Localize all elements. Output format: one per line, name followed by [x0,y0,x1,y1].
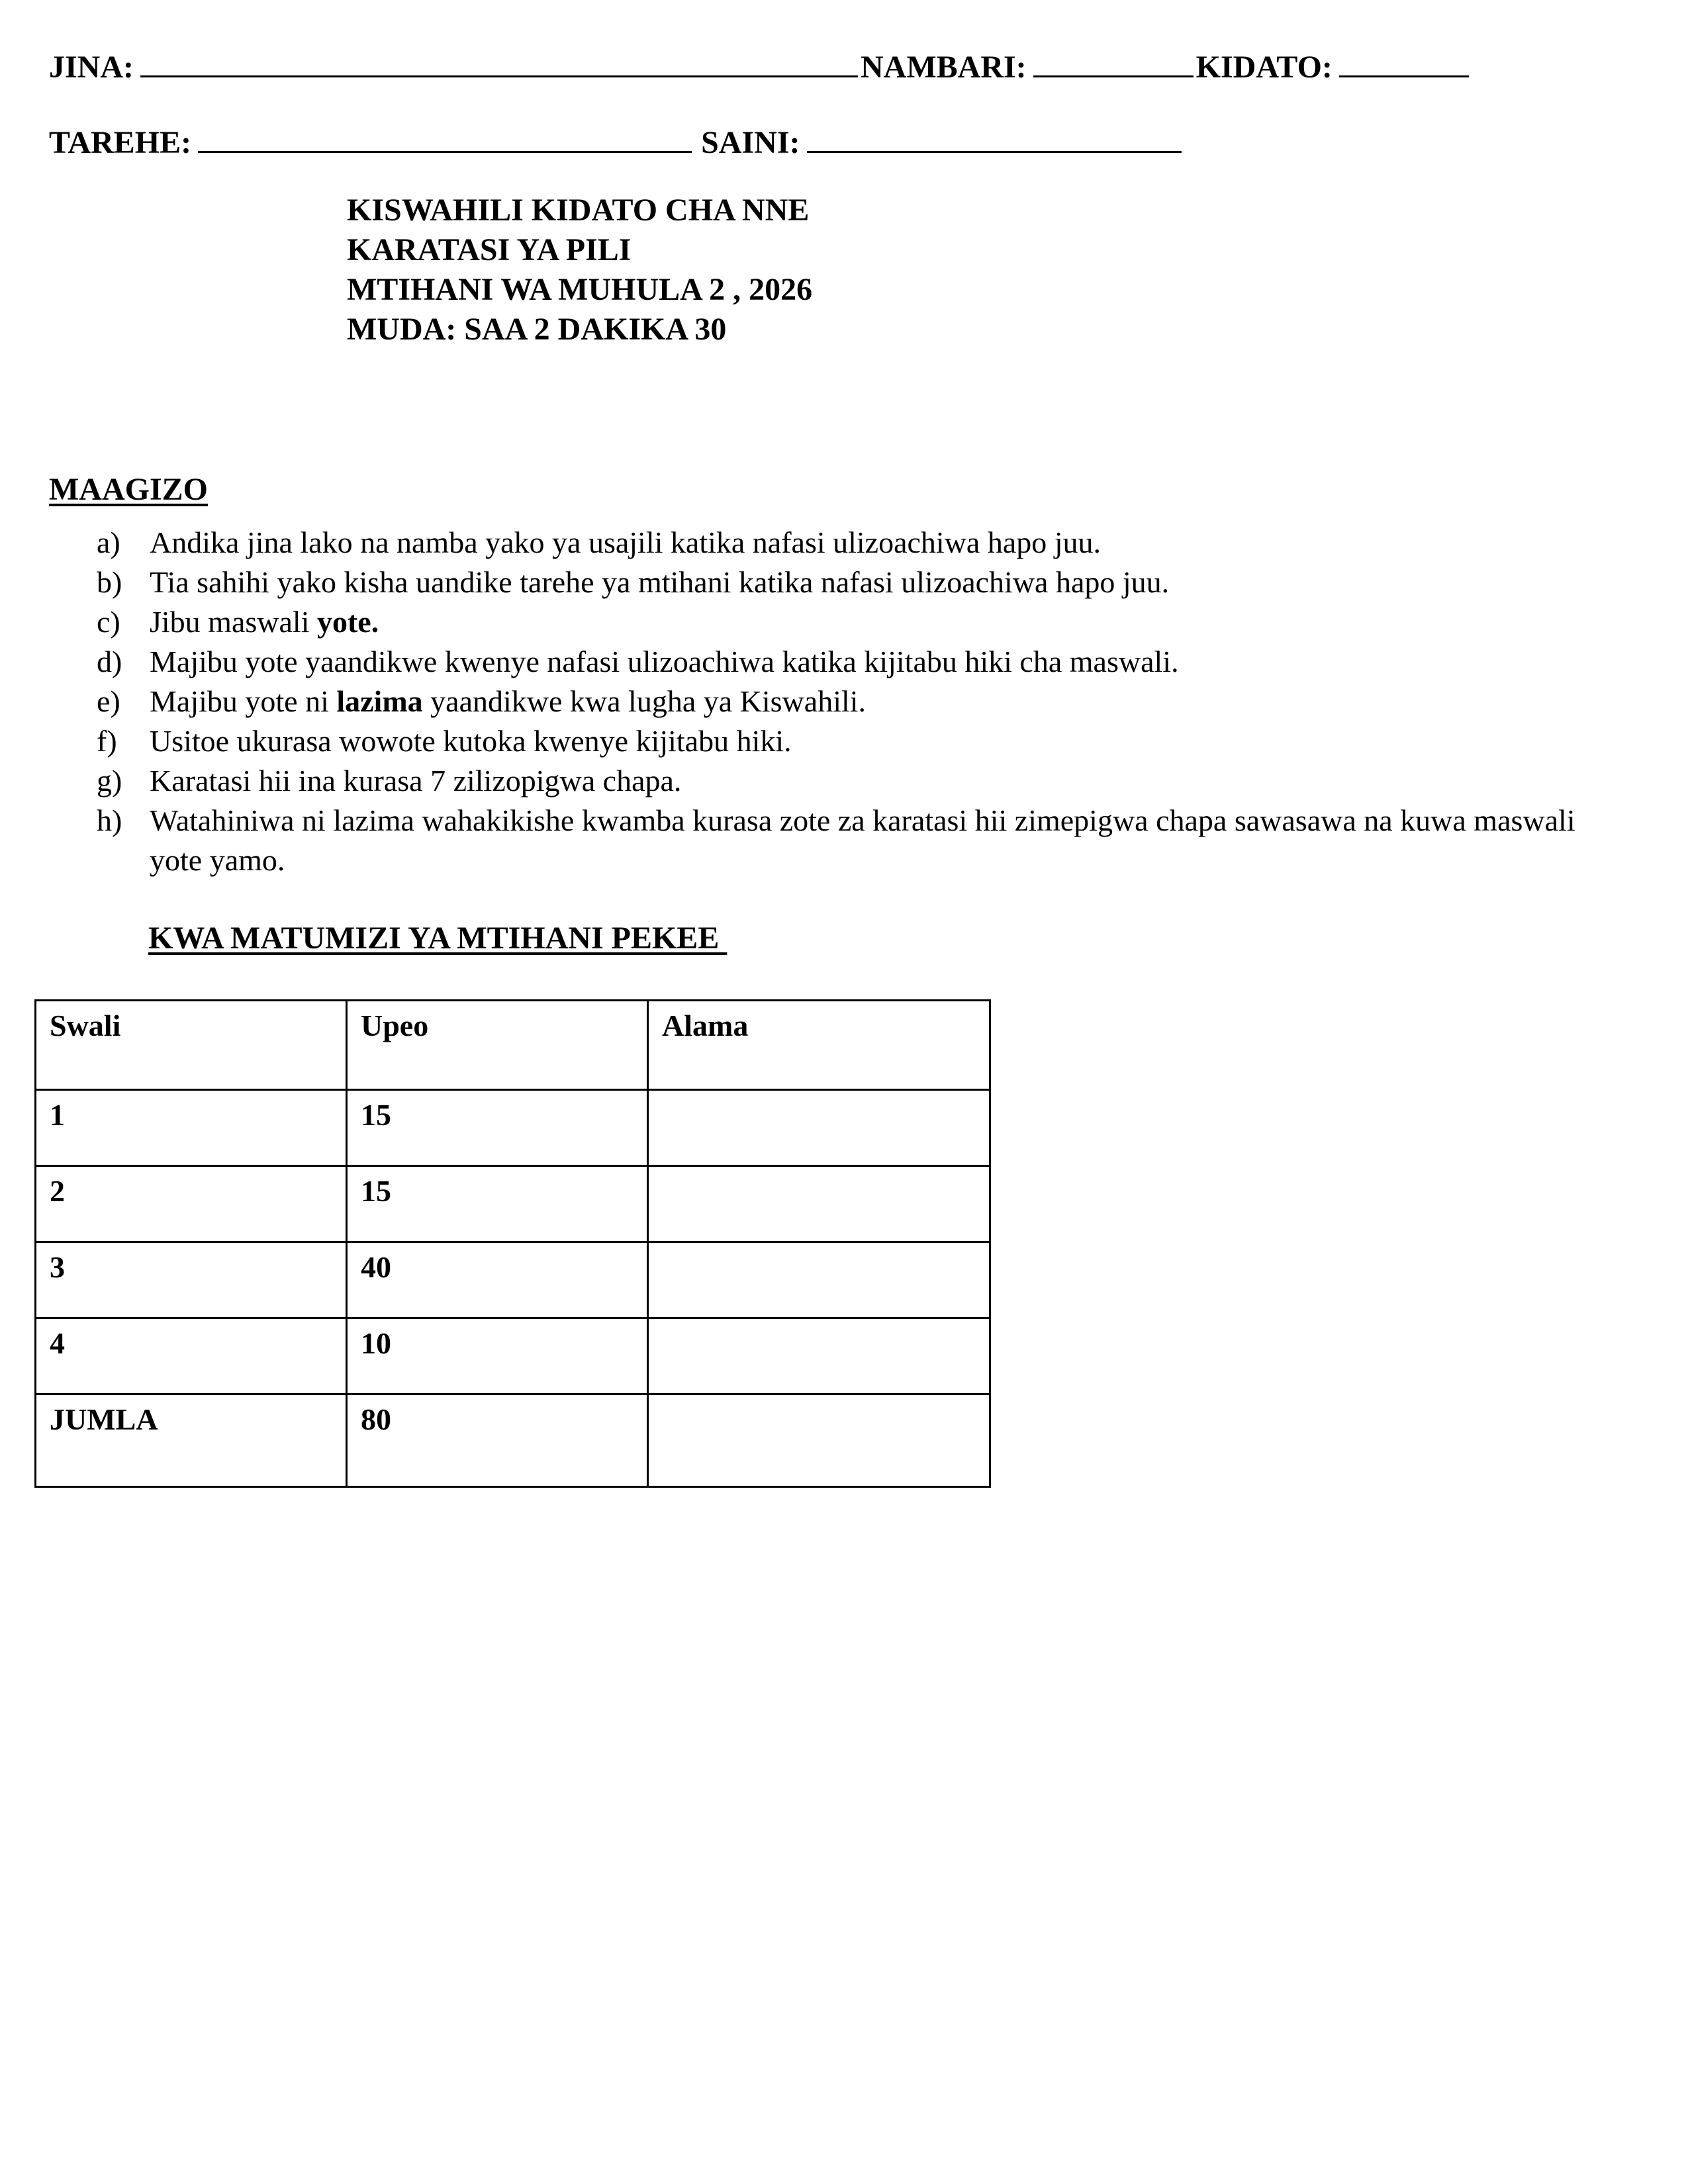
question-cell: 1 [36,1090,347,1166]
instruction-item [97,721,1613,761]
column-header-score: Alama [648,1001,990,1090]
question-cell: 3 [36,1242,347,1318]
instruction-text: Majibu yote yaandikwe kwenye nafasi ulizoachiwa katika kijitabu hiki cha maswali. [150,645,1179,678]
exam-subject: KISWAHILI KIDATO CHA NNE [347,193,810,228]
instruction-item [97,642,1613,682]
column-header-question: Swali [36,1001,347,1090]
exam-title-block [347,191,812,349]
instruction-marker: g) [97,764,122,797]
exam-term: MTIHANI WA MUHULA 2 , 2026 [347,272,813,307]
score-cell[interactable] [648,1090,990,1166]
question-cell: 2 [36,1166,347,1242]
name-label: JINA: [49,50,134,85]
date-label: TAREHE: [49,125,192,160]
max-cell: 40 [347,1242,648,1318]
total-label-cell: JUMLA [36,1394,347,1487]
exam-duration: MUDA: SAA 2 DAKIKA 30 [347,312,727,347]
instruction-emphasis: yote. [316,605,379,639]
instruction-marker: b) [97,565,122,599]
score-cell[interactable] [648,1166,990,1242]
max-cell: 15 [347,1166,648,1242]
column-header-max: Upeo [347,1001,648,1090]
instruction-text: Usitoe ukurasa wowote kutoka kwenye kijitabu hiki. [150,724,792,758]
number-field[interactable] [1033,46,1194,77]
instruction-text: Jibu maswali [150,605,317,639]
table-row [36,1318,990,1394]
examiner-use-heading: KWA MATUMIZI YA MTIHANI PEKEE [148,921,727,956]
score-cell[interactable] [648,1318,990,1394]
table-header-row [36,1001,990,1090]
instruction-emphasis: lazima [336,684,423,718]
table-row [36,1242,990,1318]
instruction-marker: d) [97,645,122,678]
header-row-2 [49,122,1184,163]
instruction-marker: f) [97,724,117,758]
max-cell: 10 [347,1318,648,1394]
instruction-item [97,682,1613,721]
header-row-1 [49,46,1472,87]
marks-table [34,999,991,1488]
total-max-cell: 80 [347,1394,648,1487]
instruction-text: Majibu yote ni [150,684,337,718]
instruction-marker: c) [97,605,120,639]
total-row [36,1394,990,1487]
exam-paper: KARATASI YA PILI [347,232,632,267]
instruction-marker: e) [97,684,120,718]
instruction-item [97,602,1613,642]
instruction-marker: h) [97,803,122,837]
instruction-item [97,523,1613,563]
instruction-item [97,563,1613,602]
instructions-heading: MAAGIZO [49,472,208,507]
instruction-text: Karatasi hii ina kurasa 7 zilizopigwa chapa. [150,764,682,797]
instruction-marker: a) [97,525,120,559]
name-field[interactable] [140,46,858,77]
instruction-text-tail: yaandikwe kwa lugha ya Kiswahili. [422,684,867,718]
question-cell: 4 [36,1318,347,1394]
instruction-text: Andika jina lako na namba yako ya usajili katika nafasi ulizoachiwa hapo juu. [150,525,1102,559]
date-field[interactable] [198,122,692,153]
instructions-list [97,523,1613,880]
signature-field[interactable] [807,122,1182,153]
max-cell: 15 [347,1090,648,1166]
signature-label: SAINI: [701,125,800,160]
table-row [36,1090,990,1166]
total-score-cell[interactable] [648,1394,990,1487]
score-cell[interactable] [648,1242,990,1318]
form-label: KIDATO: [1196,50,1333,85]
table-row [36,1166,990,1242]
form-field[interactable] [1339,46,1469,77]
instruction-item [97,801,1613,880]
instruction-item [97,761,1613,801]
number-label: NAMBARI: [861,50,1027,85]
instruction-text: Watahiniwa ni lazima wahakikishe kwamba kurasa zote za karatasi hii zimepigwa chapa sawasawa na kuwa maswali yote yamo. [150,803,1575,877]
instruction-text: Tia sahihi yako kisha uandike tarehe ya mtihani katika nafasi ulizoachiwa hapo juu. [150,565,1170,599]
